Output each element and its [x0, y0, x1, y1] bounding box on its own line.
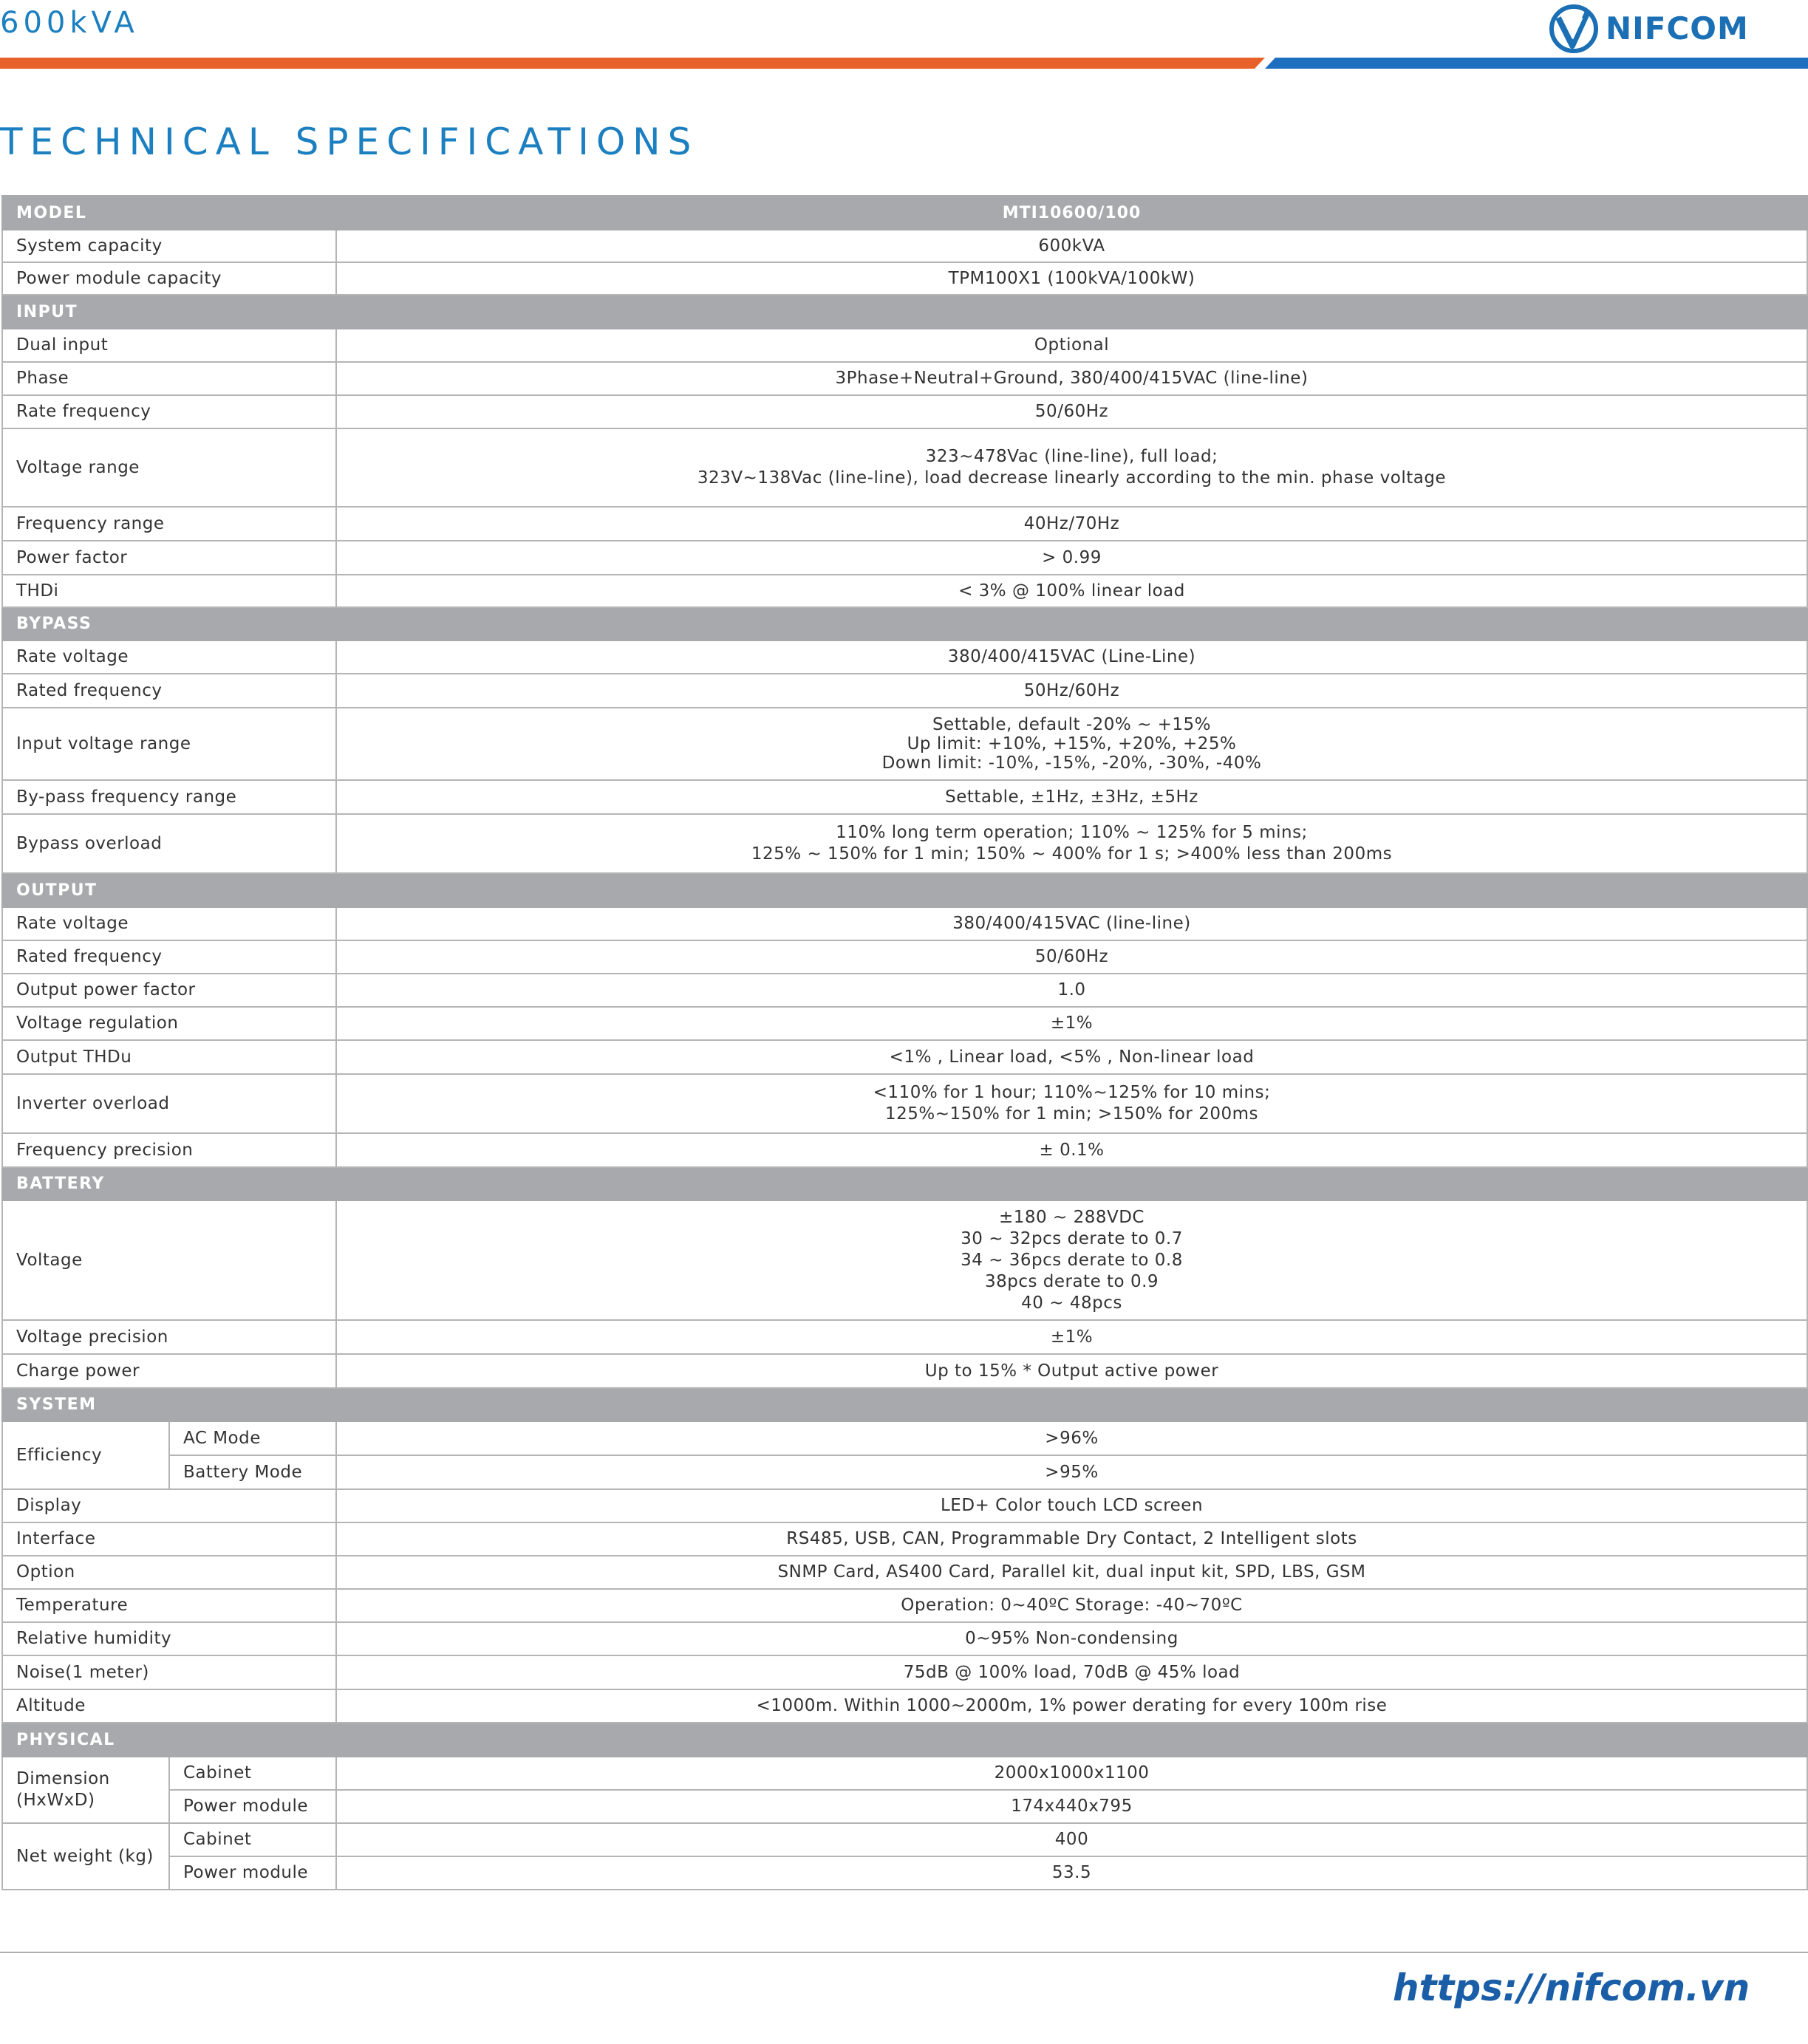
row-value: 174x440x795 [336, 1790, 1807, 1823]
value-line: Up limit: +10%, +15%, +20%, +25% [907, 734, 1237, 753]
value-line: 110% long term operation; 110% ~ 125% for 5 mins; [836, 823, 1308, 842]
value-line: 38pcs derate to 0.9 [984, 1271, 1159, 1291]
table-row [2, 395, 1807, 428]
table-row [2, 674, 1807, 708]
table-row [2, 1489, 1807, 1522]
table-header-row [2, 196, 1807, 230]
row-label: Voltage [2, 1200, 336, 1320]
model-value: MTI10600/100 [336, 196, 1807, 230]
row-value: SNMP Card, AS400 Card, Parallel kit, dual input kit, SPD, LBS, GSM [336, 1556, 1807, 1589]
row-value: 50/60Hz [336, 940, 1807, 974]
nifcom-logo [1548, 0, 1762, 59]
row-label: Option [2, 1556, 336, 1589]
section-title: SYSTEM [2, 1388, 1807, 1421]
row-label: Frequency precision [2, 1133, 336, 1167]
row-label: Rate voltage [2, 640, 336, 674]
row-label: Rated frequency [2, 674, 336, 708]
row-label: Altitude [2, 1689, 336, 1723]
row-value: 1.0 [336, 974, 1807, 1007]
model-label: MODEL [2, 196, 336, 230]
row-label: Rate voltage [2, 907, 336, 940]
row-label: THDi [2, 575, 336, 607]
table-row [2, 230, 1807, 262]
value-line: Down limit: -10%, -15%, -20%, -30%, -40% [881, 753, 1262, 773]
row-label: Temperature [2, 1589, 336, 1622]
section-heading: TECHNICAL SPECIFICATIONS [0, 120, 699, 163]
spec-table [1, 195, 1808, 1890]
website-link[interactable]: https://nifcom.vn [1393, 1966, 1750, 2009]
value-line: ±180 ~ 288VDC [999, 1207, 1145, 1227]
row-label: System capacity [2, 230, 336, 262]
label-line: (HxWxD) [16, 1791, 95, 1810]
table-row [2, 1354, 1807, 1388]
row-value [336, 428, 1807, 507]
row-label: Relative humidity [2, 1622, 336, 1655]
table-row [2, 1007, 1807, 1040]
value-line: Settable, default -20% ~ +15% [932, 715, 1212, 734]
table-row [2, 1823, 1807, 1856]
table-row [2, 1622, 1807, 1655]
row-label: Rated frequency [2, 940, 336, 974]
row-value: > 0.99 [336, 541, 1807, 575]
row-label: Power factor [2, 541, 336, 575]
table-row [2, 780, 1807, 814]
table-row [2, 1040, 1807, 1074]
row-value: ±1% [336, 1007, 1807, 1040]
row-label: Net weight (kg) [2, 1823, 169, 1890]
table-row [2, 1074, 1807, 1133]
sub-label: Power module [169, 1790, 336, 1823]
row-value: 380/400/415VAC (line-line) [336, 907, 1807, 940]
row-value: < 3% @ 100% linear load [336, 575, 1807, 607]
table-row [2, 1455, 1807, 1489]
row-label: Display [2, 1489, 336, 1522]
sub-label: Power module [169, 1856, 336, 1890]
table-row [2, 940, 1807, 974]
row-value: >96% [336, 1421, 1807, 1455]
table-row [2, 1757, 1807, 1790]
sub-label: Battery Mode [169, 1455, 336, 1489]
nifcom-logo-icon [1548, 1, 1600, 56]
row-value: 50/60Hz [336, 395, 1807, 428]
table-row [2, 1856, 1807, 1890]
table-row [2, 1421, 1807, 1455]
section-title: BATTERY [2, 1167, 1807, 1200]
table-row [2, 1689, 1807, 1723]
table-row [2, 907, 1807, 940]
value-line: 30 ~ 32pcs derate to 0.7 [961, 1228, 1183, 1248]
row-value: <1% , Linear load, <5% , Non-linear load [336, 1040, 1807, 1074]
sub-label: Cabinet [169, 1823, 336, 1856]
value-line: <110% for 1 hour; 110%~125% for 10 mins; [873, 1083, 1271, 1102]
logo-wordmark: NIFCOM [1606, 10, 1749, 47]
row-value: 2000x1000x1100 [336, 1757, 1807, 1790]
row-value: >95% [336, 1455, 1807, 1489]
row-label: Noise(1 meter) [2, 1655, 336, 1689]
row-value [336, 1074, 1807, 1133]
section-title: PHYSICAL [2, 1723, 1807, 1757]
table-row [2, 708, 1807, 780]
row-value: ±1% [336, 1320, 1807, 1354]
row-label: Rate frequency [2, 395, 336, 428]
table-row [2, 974, 1807, 1007]
table-row [2, 1200, 1807, 1320]
row-value: <1000m. Within 1000~2000m, 1% power derating for every 100m rise [336, 1689, 1807, 1723]
table-row [2, 329, 1807, 362]
row-label: Efficiency [2, 1421, 169, 1489]
row-label: Power module capacity [2, 262, 336, 295]
row-label: By-pass frequency range [2, 780, 336, 814]
table-row [2, 814, 1807, 873]
row-value: ± 0.1% [336, 1133, 1807, 1167]
sub-label: AC Mode [169, 1421, 336, 1455]
sub-label: Cabinet [169, 1757, 336, 1790]
row-value: 40Hz/70Hz [336, 507, 1807, 541]
table-row [2, 507, 1807, 541]
value-line: 125% ~ 150% for 1 min; 150% ~ 400% for 1 s; >400% less than 200ms [751, 844, 1393, 864]
row-label: Frequency range [2, 507, 336, 541]
table-row [2, 1589, 1807, 1622]
section-row-output [2, 873, 1807, 907]
value-line: 323V~138Vac (line-line), load decrease linearly according to the min. phase voltage [697, 468, 1447, 488]
table-row [2, 428, 1807, 507]
row-value: RS485, USB, CAN, Programmable Dry Contact, 2 Intelligent slots [336, 1522, 1807, 1556]
row-label: Output THDu [2, 1040, 336, 1074]
table-row [2, 1790, 1807, 1823]
row-value: 50Hz/60Hz [336, 674, 1807, 708]
row-value: Operation: 0~40ºC Storage: -40~70ºC [336, 1589, 1807, 1622]
row-value: 53.5 [336, 1856, 1807, 1890]
row-value: TPM100X1 (100kVA/100kW) [336, 262, 1807, 295]
table-row [2, 1655, 1807, 1689]
row-value: 3Phase+Neutral+Ground, 380/400/415VAC (line-line) [336, 362, 1807, 395]
row-value: LED+ Color touch LCD screen [336, 1489, 1807, 1522]
row-value: 0~95% Non-condensing [336, 1622, 1807, 1655]
label-line: Dimension [16, 1769, 110, 1788]
table-row [2, 362, 1807, 395]
row-value: 400 [336, 1823, 1807, 1856]
row-value: Up to 15% * Output active power [336, 1354, 1807, 1388]
row-value: 600kVA [336, 230, 1807, 262]
section-row-physical [2, 1723, 1807, 1757]
row-value [336, 814, 1807, 873]
row-value: 380/400/415VAC (Line-Line) [336, 640, 1807, 674]
section-row-battery [2, 1167, 1807, 1200]
row-label: Output power factor [2, 974, 336, 1007]
value-line: 323~478Vac (line-line), full load; [925, 447, 1218, 466]
row-value: Settable, ±1Hz, ±3Hz, ±5Hz [336, 780, 1807, 814]
value-line: 40 ~ 48pcs [1021, 1293, 1122, 1313]
row-label: Voltage range [2, 428, 336, 507]
row-label: Inverter overload [2, 1074, 336, 1133]
section-title: BYPASS [2, 607, 1807, 640]
value-line: 125%~150% for 1 min; >150% for 200ms [885, 1104, 1258, 1124]
table-row [2, 1522, 1807, 1556]
footer-divider [0, 1952, 1808, 1953]
page-title: 600kVA [0, 6, 139, 40]
row-label [2, 1757, 169, 1823]
row-label: Phase [2, 362, 336, 395]
table-row [2, 640, 1807, 674]
row-label: Voltage precision [2, 1320, 336, 1354]
table-row [2, 1556, 1807, 1589]
row-value: Optional [336, 329, 1807, 362]
row-label: Input voltage range [2, 708, 336, 780]
row-label: Voltage regulation [2, 1007, 336, 1040]
row-label: Interface [2, 1522, 336, 1556]
row-value [336, 1200, 1807, 1320]
section-row-system [2, 1388, 1807, 1421]
row-label: Dual input [2, 329, 336, 362]
section-title: OUTPUT [2, 873, 1807, 907]
row-value [336, 708, 1807, 780]
table-row [2, 1133, 1807, 1167]
section-title: INPUT [2, 295, 1807, 329]
row-label: Bypass overload [2, 814, 336, 873]
section-row-bypass [2, 607, 1807, 640]
table-row [2, 541, 1807, 575]
table-row [2, 575, 1807, 607]
table-row [2, 262, 1807, 295]
header-stripe [0, 58, 1808, 69]
row-label: Charge power [2, 1354, 336, 1388]
section-row-input [2, 295, 1807, 329]
value-line: 34 ~ 36pcs derate to 0.8 [961, 1250, 1183, 1270]
table-row [2, 1320, 1807, 1354]
row-value: 75dB @ 100% load, 70dB @ 45% load [336, 1655, 1807, 1689]
